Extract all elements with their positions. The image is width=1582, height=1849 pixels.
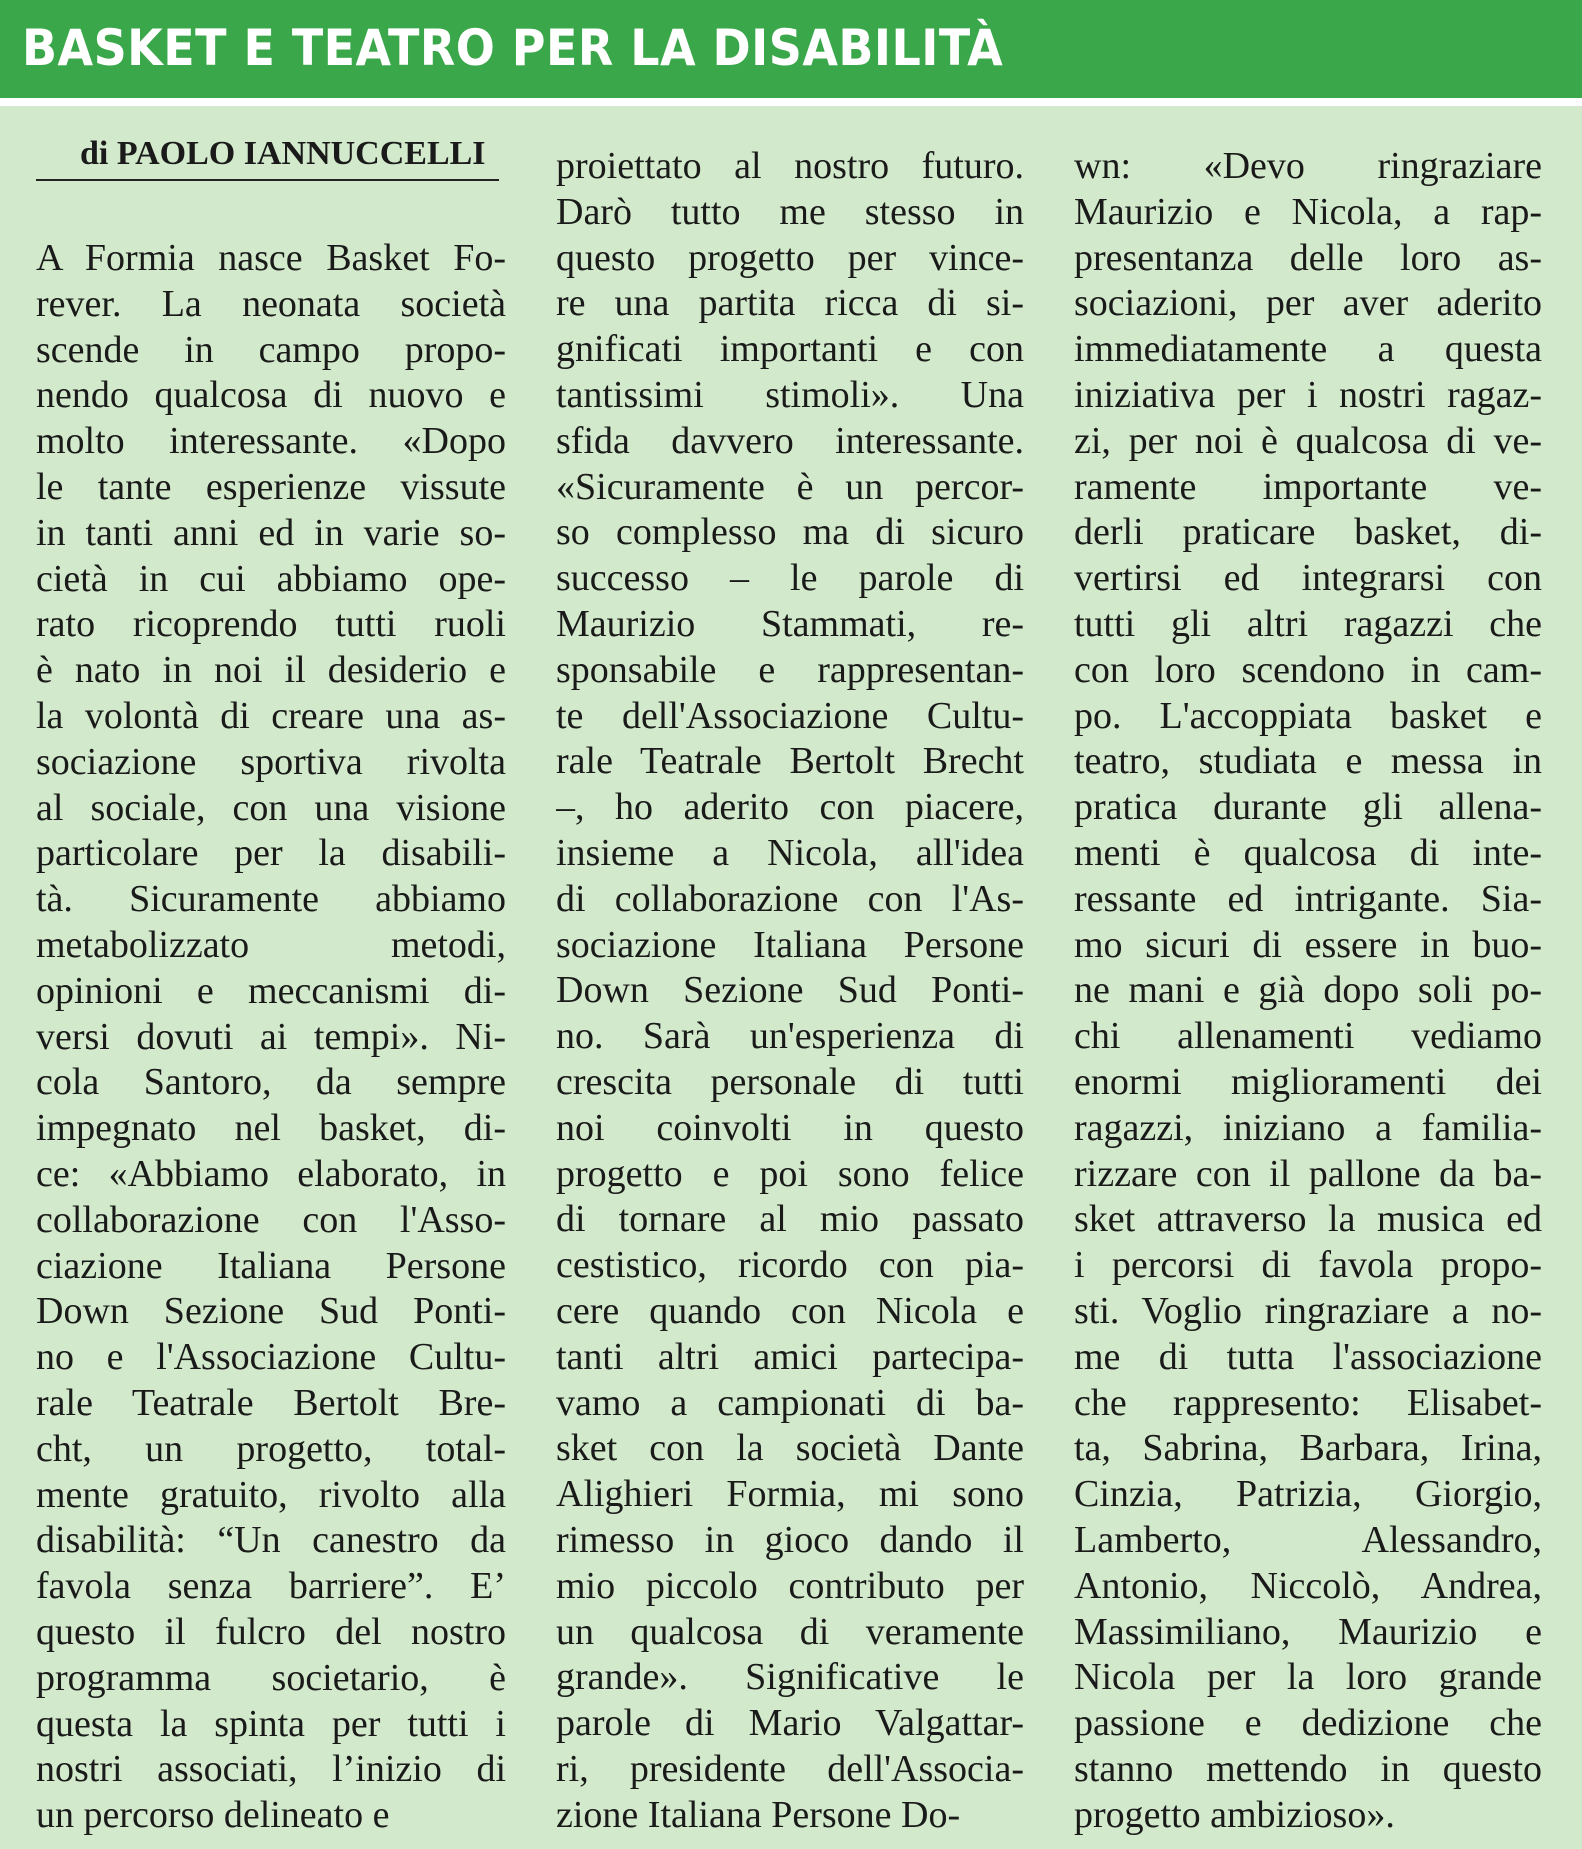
article-text-line: questo progetto per vince- [556, 236, 1024, 279]
article-text-line: nendo qualcosa di nuovo e [36, 374, 506, 417]
article-text-line: rale Teatrale Bertolt Bre- [36, 1381, 506, 1424]
article-text-line: cola Santoro, da sempre [36, 1061, 506, 1104]
article-text-line: con loro scendono in cam- [1074, 648, 1542, 691]
article-text-line: progetto e poi sono felice [556, 1152, 1024, 1195]
article-text-line: no e l'Associazione Cultu- [36, 1336, 506, 1379]
article-text-line: programma societario, è [36, 1656, 506, 1699]
article-text-line: un qualcosa di veramente [556, 1610, 1024, 1653]
article-text-line: sfida davvero interessante. [556, 419, 1024, 462]
article-column-1 [36, 236, 506, 1839]
article-text-line: Down Sezione Sud Ponti- [556, 969, 1024, 1012]
article-text-line: po. L'accoppiata basket e [1074, 694, 1542, 737]
article-text-line: so complesso ma di sicuro [556, 511, 1024, 554]
article-text-line: Nicola per la loro grande [1074, 1656, 1542, 1699]
article-text-line: rever. La neonata società [36, 282, 506, 325]
article-text-line: zione Italiana Persone Do- [556, 1793, 961, 1836]
article-text-line: Massimiliano, Maurizio e [1074, 1610, 1542, 1653]
article-text-line: zi, per noi è qualcosa di ve- [1074, 419, 1542, 462]
article-text-line: Down Sezione Sud Ponti- [36, 1290, 506, 1333]
article-column-3 [1074, 144, 1542, 1838]
article-text-line: Antonio, Niccolò, Andrea, [1074, 1564, 1542, 1607]
article-text-line: disabilità: “Un canestro da [36, 1519, 506, 1562]
article-text-line: particolare per la disabili- [36, 832, 506, 875]
article-text-line: nostri associati, l’inizio di [36, 1748, 506, 1791]
article-text-line: iniziativa per i nostri ragaz- [1074, 373, 1542, 416]
article-text-line: questo il fulcro del nostro [36, 1610, 506, 1653]
article-text-line: passione e dedizione che [1074, 1702, 1542, 1745]
article-text-line: opinioni e meccanismi di- [36, 969, 506, 1012]
article-text-line: rale Teatrale Bertolt Brecht [556, 740, 1024, 783]
article-text-line: mente gratuito, rivolto alla [36, 1473, 506, 1516]
article-text-line: Maurizio e Nicola, a rap- [1074, 190, 1542, 233]
article-text-line: Maurizio Stammati, re- [556, 602, 1024, 645]
byline-rule [36, 179, 499, 181]
article-text-line: successo – le parole di [556, 557, 1024, 600]
article-text-line: rato ricoprendo tutti ruoli [36, 603, 506, 646]
article-text-line: la volontà di creare una as- [36, 694, 506, 737]
article-text-line: sket attraverso la musica ed [1074, 1198, 1542, 1241]
article-text-line: rimesso in gioco dando il [556, 1518, 1024, 1561]
article-text-line: molto interessante. «Dopo [36, 420, 506, 463]
article-text-line: chi allenamenti vediamo [1074, 1015, 1542, 1058]
article-text-line: Cinzia, Patrizia, Giorgio, [1074, 1473, 1542, 1516]
article-text-line: cht, un progetto, total- [36, 1427, 506, 1470]
article-text-line: stanno mettendo in questo [1074, 1747, 1542, 1790]
article-text-line: tutti gli altri ragazzi che [1074, 602, 1542, 645]
article-text-line: scende in campo propo- [36, 328, 506, 371]
article-text-line: mio piccolo contributo per [556, 1564, 1024, 1607]
article-text-line: ri, presidente dell'Associa- [556, 1747, 1024, 1790]
article-text-line: grande». Significative le [556, 1656, 1024, 1699]
article-text-line: sociazione sportiva rivolta [36, 740, 506, 783]
article-text-line: in tanti anni ed in varie so- [36, 511, 506, 554]
article-text-line: presentanza delle loro as- [1074, 236, 1542, 279]
article-text-line: è nato in noi il desiderio e [36, 649, 506, 692]
header-divider [0, 98, 1582, 106]
article-text-line: «Sicuramente è un percor- [556, 465, 1024, 508]
article-text-line: sociazioni, per aver aderito [1074, 282, 1542, 325]
article-text-line: vamo a campionati di ba- [556, 1381, 1024, 1424]
article-text-line: un percorso delineato e [36, 1794, 390, 1837]
article-text-line: impegnato nel basket, di- [36, 1107, 506, 1150]
article-text-line: menti è qualcosa di inte- [1074, 831, 1542, 874]
article-text-line: cere quando con Nicola e [556, 1289, 1024, 1332]
article-text-line: ne mani e già dopo soli po- [1074, 969, 1542, 1012]
article-text-line: proiettato al nostro futuro. [556, 145, 1024, 187]
article-text-line: Lamberto, Alessandro, [1074, 1518, 1542, 1561]
article-text-line: sket con la società Dante [556, 1427, 1024, 1470]
article-text-line: progetto ambizioso». [1074, 1793, 1395, 1836]
article-text-line: –, ho aderito con piacere, [556, 786, 1024, 829]
article-text-line: rizzare con il pallone da ba- [1074, 1152, 1542, 1195]
article-text-line: favola senza barriere”. E’ [36, 1565, 506, 1608]
section-header-bar [0, 0, 1582, 98]
article-text-line: versi dovuti ai tempi». Ni- [36, 1015, 506, 1058]
article-text-line: noi coinvolti in questo [556, 1106, 1024, 1149]
article-text-line: me di tutta l'associazione [1074, 1335, 1542, 1378]
article-text-line: teatro, studiata e messa in [1074, 740, 1542, 783]
article-text-line: crescita personale di tutti [556, 1060, 1024, 1103]
article-byline: di PAOLO IANNUCCELLI [80, 135, 486, 172]
article-text-line: tà. Sicuramente abbiamo [36, 878, 506, 921]
article-text-line: Alighieri Formia, mi sono [556, 1473, 1024, 1516]
article-text-line: no. Sarà un'esperienza di [556, 1015, 1024, 1058]
article-text-line: ce: «Abbiamo elaborato, in [36, 1152, 506, 1195]
article-text-line: ciazione Italiana Persone [36, 1244, 506, 1287]
article-text-line: enormi miglioramenti dei [1074, 1060, 1542, 1103]
article-text-line: tanti altri amici partecipa- [556, 1335, 1024, 1378]
article-text-line: che rappresento: Elisabet- [1074, 1381, 1542, 1424]
article-text-line: al sociale, con una visione [36, 786, 506, 829]
article-text-line: di tornare al mio passato [556, 1198, 1024, 1241]
article-text-line: cietà in cui abbiamo ope- [36, 557, 506, 600]
article-text-line: ramente importante ve- [1074, 465, 1542, 508]
article-text-line: tantissimi stimoli». Una [556, 373, 1024, 416]
article-text-line: collaborazione con l'Asso- [36, 1198, 506, 1241]
article-text-line: metabolizzato metodi, [36, 923, 506, 966]
article-headline: BASKET E TEATRO PER LA DISABILITÀ [22, 19, 1004, 77]
article-text-line: i percorsi di favola propo- [1074, 1244, 1542, 1287]
article-text-line: derli praticare basket, di- [1074, 511, 1542, 554]
article-text-line: immediatamente a questa [1074, 328, 1542, 371]
article-text-line: insieme a Nicola, all'idea [556, 831, 1024, 874]
article-text-line: re una partita ricca di si- [556, 282, 1024, 325]
article-text-line: sponsabile e rappresentan- [556, 648, 1024, 691]
article-text-line: ragazzi, iniziano a familia- [1074, 1106, 1542, 1149]
article-text-line: di collaborazione con l'As- [556, 877, 1024, 920]
article-text-line: wn: «Devo ringraziare [1074, 145, 1542, 187]
article-text-line: gnificati importanti e con [556, 328, 1024, 371]
article-text-line: ressante ed intrigante. Sia- [1074, 877, 1542, 920]
article-text-line: A Formia nasce Basket Fo- [36, 237, 506, 279]
article-text-line: ta, Sabrina, Barbara, Irina, [1074, 1427, 1542, 1470]
article-text-line: questa la spinta per tutti i [36, 1702, 506, 1745]
article-text-line: sociazione Italiana Persone [556, 923, 1024, 966]
article-text-line: mo sicuri di essere in buo- [1074, 923, 1542, 966]
article-text-line: cestistico, ricordo con pia- [556, 1244, 1024, 1287]
article-text-line: pratica durante gli allena- [1074, 786, 1542, 829]
article-text-line: le tante esperienze vissute [36, 465, 506, 508]
article-text-line: sti. Voglio ringraziare a no- [1074, 1289, 1542, 1332]
article-text-line: parole di Mario Valgattar- [556, 1702, 1024, 1745]
article-text-line: te dell'Associazione Cultu- [556, 694, 1024, 737]
article-text-line: Darò tutto me stesso in [556, 190, 1024, 233]
article-column-2 [556, 144, 1024, 1838]
article-text-line: vertirsi ed integrarsi con [1074, 557, 1542, 600]
